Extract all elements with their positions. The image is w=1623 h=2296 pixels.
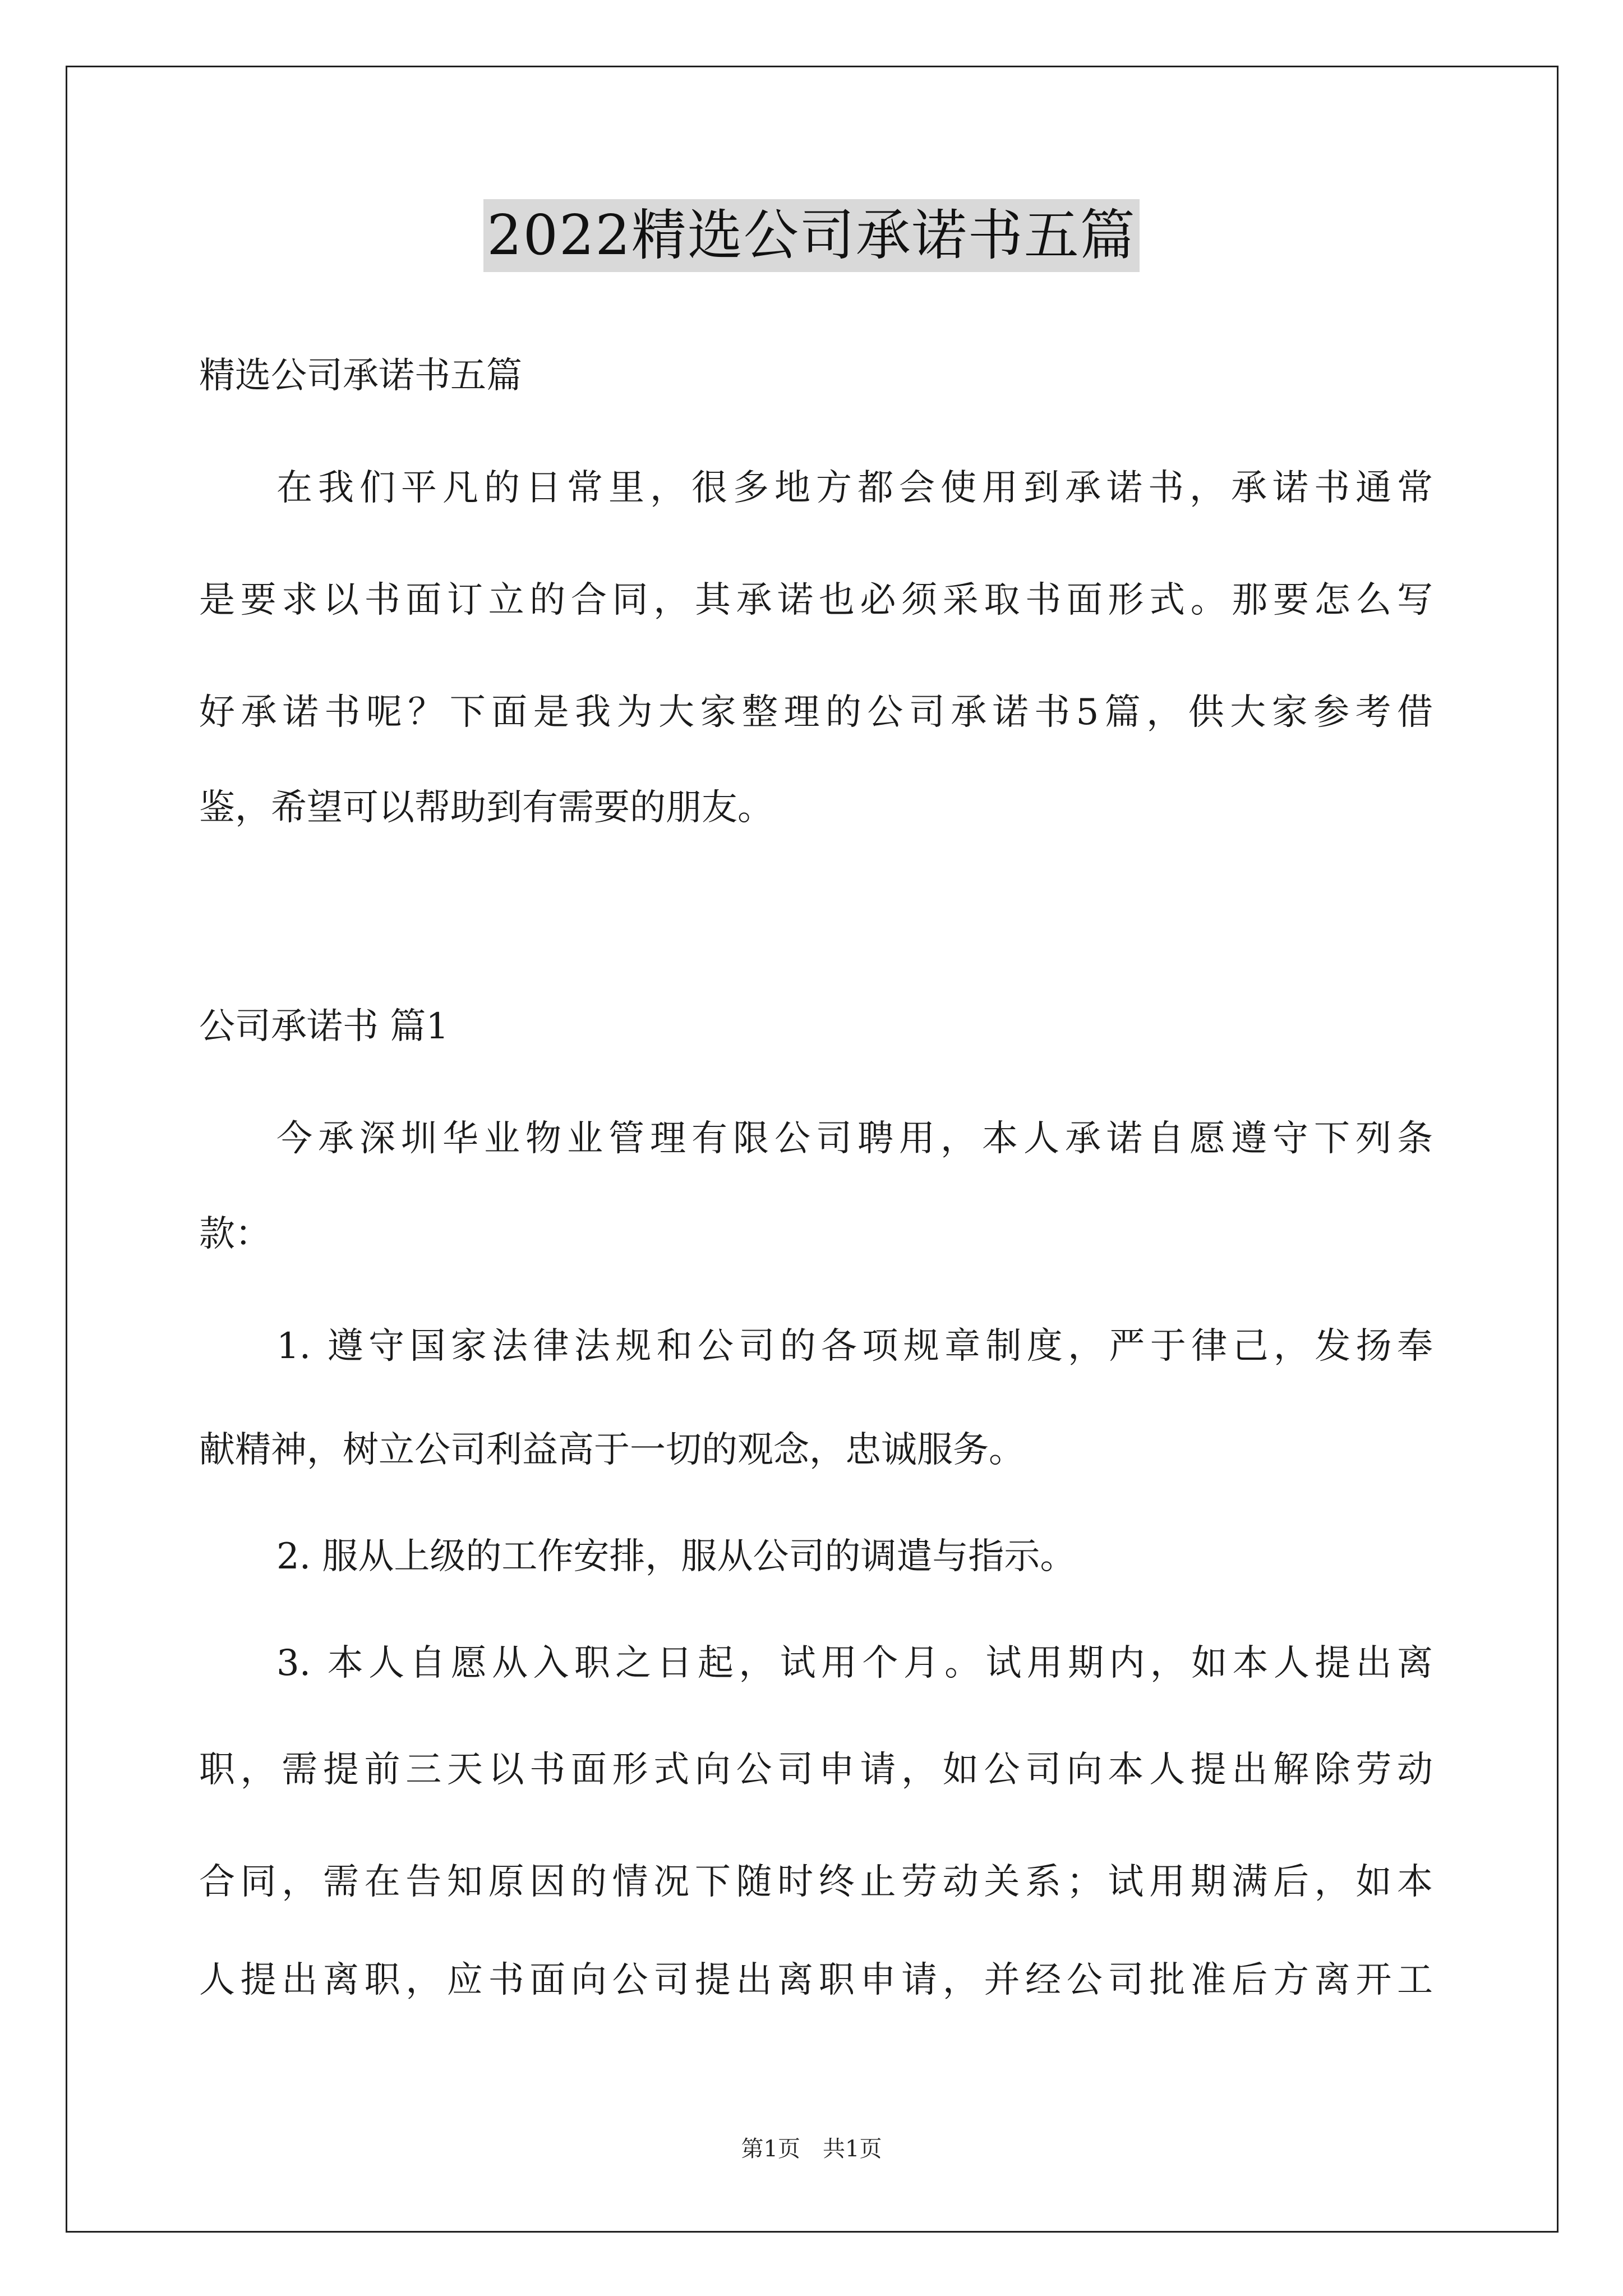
body-line: 2. 服从上级的工作安排，服从公司的调遣与指示。 — [276, 1536, 1076, 1577]
body-line: 献精神，树立公司利益高于一切的观念，忠诚服务。 — [199, 1429, 1025, 1471]
page-footer: 第1页 共1页 — [741, 2136, 882, 2162]
intro-line: 鉴，希望可以帮助到有需要的朋友。 — [199, 787, 773, 829]
document-title: 2022精选公司承诺书五篇 — [483, 199, 1139, 272]
body-line: 人提出离职，应书面向公司提出离职申请，并经公司批准后方离开工 — [199, 1959, 1433, 2001]
intro-line: 是要求以书面订立的合同，其承诺也必须采取书面形式。那要怎么写 — [199, 579, 1433, 621]
title-container — [0, 199, 1623, 272]
intro-line: 好承诺书呢？下面是我为大家整理的公司承诺书5篇，供大家参考借 — [199, 692, 1433, 733]
document-subtitle: 精选公司承诺书五篇 — [199, 355, 522, 397]
body-line: 1. 遵守国家法律法规和公司的各项规章制度，严于律己，发扬奉 — [276, 1326, 1433, 1367]
body-line: 合同，需在告知原因的情况下随时终止劳动关系；试用期满后，如本 — [199, 1861, 1433, 1903]
intro-line: 在我们平凡的日常里，很多地方都会使用到承诺书，承诺书通常 — [276, 467, 1433, 509]
body-line: 今承深圳华业物业管理有限公司聘用，本人承诺自愿遵守下列条 — [276, 1118, 1433, 1159]
section-heading: 公司承诺书 篇1 — [199, 1006, 449, 1047]
body-line: 款： — [199, 1213, 271, 1255]
body-line: 职，需提前三天以书面形式向公司申请，如公司向本人提出解除劳动 — [199, 1749, 1433, 1791]
body-line: 3. 本人自愿从入职之日起，试用个月。试用期内，如本人提出离 — [276, 1642, 1433, 1684]
